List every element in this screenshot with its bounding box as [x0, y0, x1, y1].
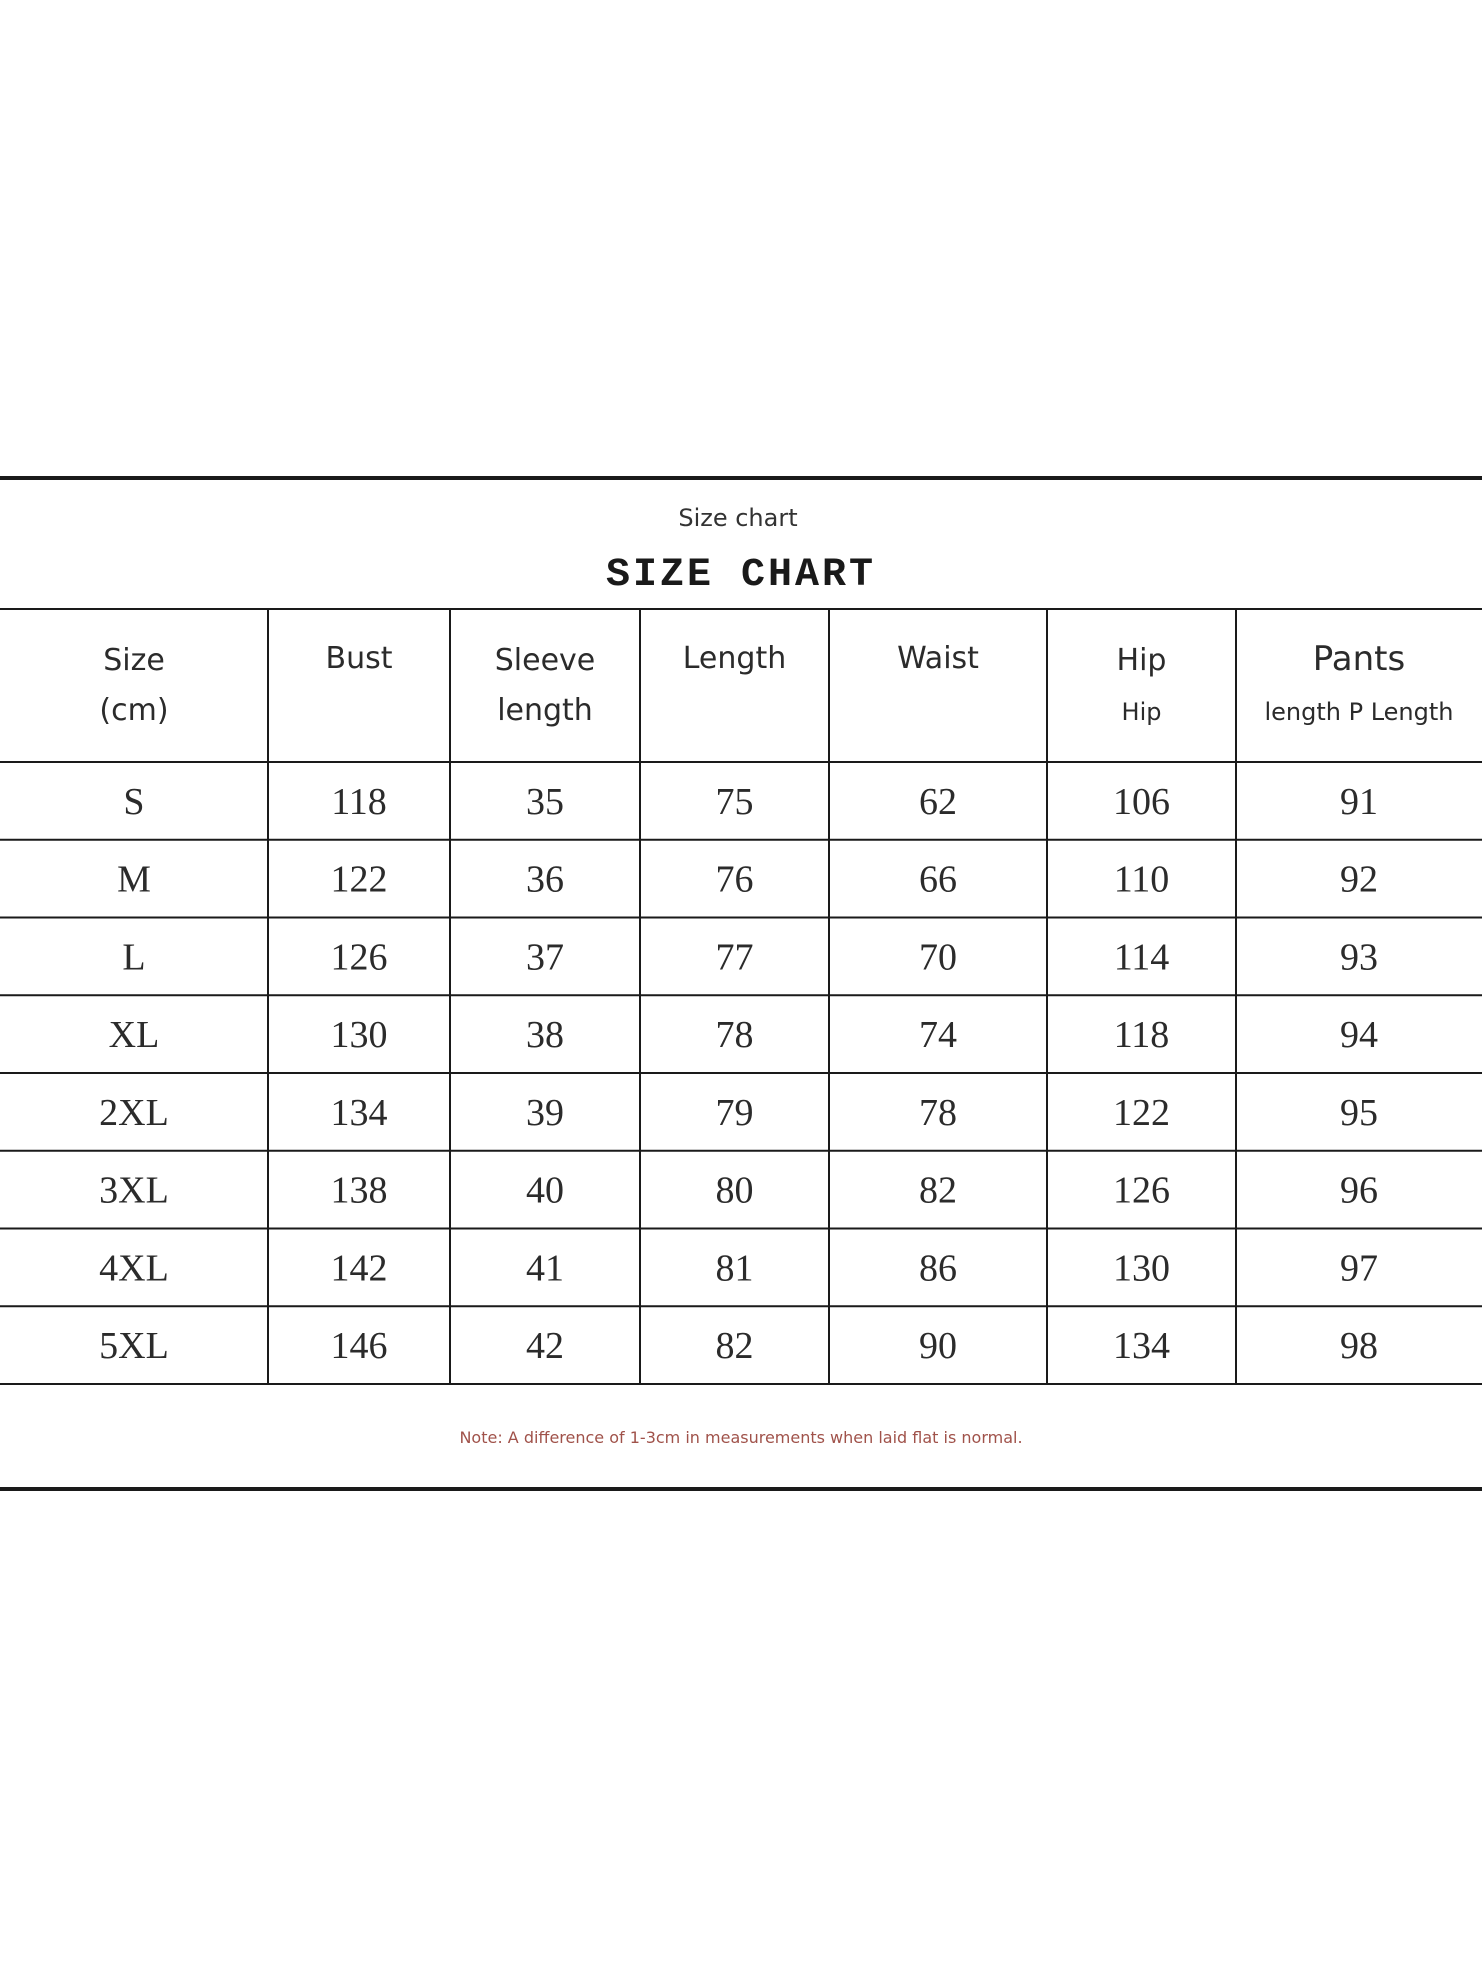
header-label: Length	[682, 641, 787, 676]
measurement-cell: 70	[919, 936, 957, 979]
chart-subtitle: Size chart	[678, 504, 798, 532]
header-sublabel: length P Length	[1264, 698, 1454, 726]
measurement-cell: 106	[1113, 780, 1170, 823]
measurement-cell: 122	[330, 858, 388, 901]
header-cell	[1264, 639, 1453, 726]
header-sublabel: length	[497, 693, 593, 728]
measurement-cell: 36	[526, 858, 564, 901]
size-label-cell: M	[117, 858, 151, 901]
measurement-cell: 118	[1113, 1014, 1170, 1057]
size-label-cell: S	[123, 780, 145, 823]
measurement-cell: 86	[919, 1247, 957, 1290]
measurement-cell: 130	[330, 1014, 388, 1057]
measurement-cell: 35	[526, 780, 564, 823]
table-row	[99, 1325, 1378, 1367]
measurement-cell: 90	[919, 1325, 957, 1368]
table-row	[123, 781, 1378, 823]
header-label: Size	[103, 643, 165, 678]
measurement-cell: 82	[919, 1169, 957, 1212]
measurement-cell: 82	[715, 1325, 754, 1368]
measurement-cell: 78	[715, 1014, 754, 1057]
measurement-cell: 80	[715, 1169, 754, 1212]
measurement-cell: 95	[1340, 1091, 1378, 1134]
header-label: Pants	[1312, 639, 1406, 679]
header-cell	[897, 641, 979, 676]
measurement-cell: 75	[715, 780, 754, 823]
measurement-cell: 96	[1340, 1169, 1378, 1212]
header-cell	[99, 643, 168, 728]
size-label-cell: 4XL	[99, 1247, 169, 1290]
header-label: Waist	[897, 641, 979, 676]
table-row	[117, 859, 1378, 901]
size-label-cell: XL	[108, 1014, 160, 1057]
measurement-cell: 92	[1340, 858, 1378, 901]
measurement-cell: 134	[330, 1091, 388, 1134]
measurement-cell: 126	[330, 936, 388, 979]
header-sublabel: Hip	[1121, 698, 1162, 726]
measurement-cell: 146	[330, 1325, 388, 1368]
size-label-cell: 5XL	[99, 1325, 169, 1368]
measurement-cell: 126	[1113, 1169, 1170, 1212]
header-cell	[1117, 643, 1167, 726]
measurement-cell: 122	[1113, 1091, 1170, 1134]
size-label-cell: 3XL	[99, 1169, 169, 1212]
measurement-cell: 38	[526, 1014, 564, 1057]
measurement-cell: 138	[330, 1169, 388, 1212]
measurement-cell: 142	[330, 1247, 388, 1290]
measurement-cell: 134	[1113, 1325, 1170, 1368]
table-row	[99, 1170, 1378, 1212]
measurement-cell: 93	[1340, 936, 1378, 979]
table-row	[109, 1014, 1378, 1056]
measurement-cell: 118	[331, 780, 387, 823]
measurement-cell: 39	[526, 1091, 564, 1134]
header-cell	[326, 641, 393, 676]
measurement-cell: 62	[919, 780, 957, 823]
size-label-cell: L	[122, 936, 146, 979]
measurement-cell: 37	[526, 936, 564, 979]
measurement-cell: 40	[526, 1169, 564, 1212]
table-row	[99, 1247, 1378, 1289]
measurement-cell: 97	[1340, 1247, 1378, 1290]
chart-title: SIZE CHART	[605, 553, 877, 598]
measurement-cell: 81	[715, 1247, 754, 1290]
header-cell	[495, 643, 596, 728]
measurement-cell: 94	[1340, 1014, 1378, 1057]
header-label: Sleeve	[494, 643, 596, 678]
measurement-cell: 74	[919, 1014, 957, 1057]
measurement-cell: 98	[1340, 1325, 1378, 1368]
measurement-cell: 66	[919, 858, 957, 901]
measurement-cell: 76	[715, 858, 754, 901]
measurement-cell: 110	[1113, 858, 1170, 901]
measurement-note: Note: A difference of 1-3cm in measurements when laid flat is normal.	[459, 1428, 1023, 1447]
measurement-cell: 130	[1113, 1247, 1170, 1290]
table-header-row	[99, 639, 1453, 728]
header-label: Bust	[325, 641, 393, 676]
table-row	[99, 1092, 1378, 1134]
measurement-cell: 79	[715, 1091, 754, 1134]
measurement-cell: 42	[526, 1325, 564, 1368]
table-row	[122, 936, 1378, 978]
header-cell	[683, 641, 786, 676]
measurement-cell: 91	[1340, 780, 1378, 823]
header-sublabel: (cm)	[99, 693, 169, 728]
measurement-cell: 41	[526, 1247, 564, 1290]
header-label: Hip	[1116, 643, 1167, 678]
measurement-cell: 77	[715, 936, 754, 979]
measurement-cell: 78	[919, 1091, 957, 1134]
measurement-cell: 114	[1113, 936, 1170, 979]
size-label-cell: 2XL	[99, 1091, 169, 1134]
